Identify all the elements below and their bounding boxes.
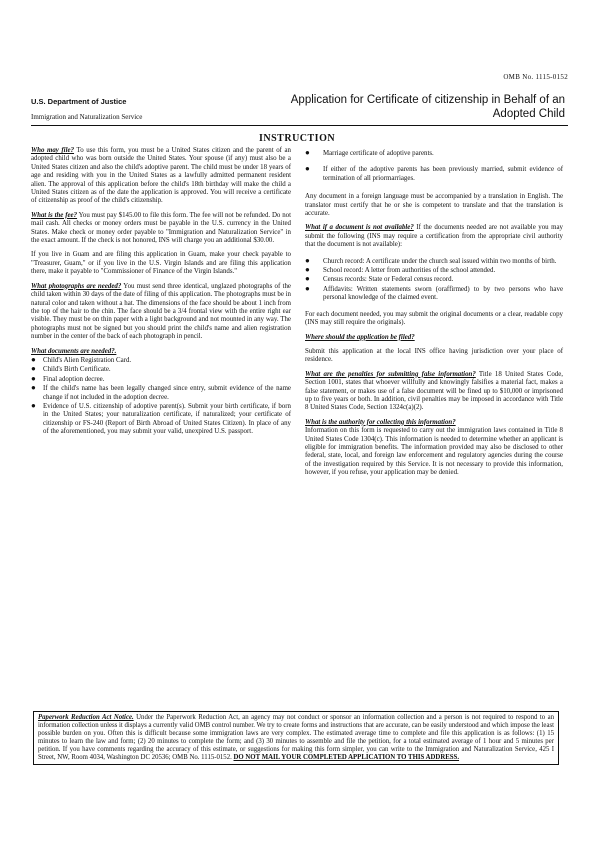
not-available-heading: What if a document is not available? (305, 224, 414, 232)
where-to-file-text: Submit this application at the local INS office having jurisdiction over your place of residence. (305, 347, 563, 364)
authority-heading-text: What is the authority for collecting this information? (305, 418, 456, 426)
who-may-file-section (31, 147, 291, 206)
foreign-language-paragraph: Any document in a foreign language must be accompanied by a translation in English. The translator must certify that he or she is competent to translate and that the translation is accurate. (305, 193, 563, 218)
guam-paragraph: If you live in Guam and are filing this application in Guam, make your check payable to "Treasurer, Guam," or if you live in the U.S. Virgin Islands and are filing this application there, make it payable to "Commissioner of Finance of the Virgin Islands." (31, 251, 291, 276)
not-available-text: If the documents needed are not available you may submit the following (INS may require a certification from the appropriate civil authority that the document is not available): (305, 224, 563, 249)
header-divider (31, 125, 568, 126)
penalties-text: Title 18 United States Code, Section 1001, states that whoever willfully and knowingly falsifies a material fact, makes a false statement, or makes use of a false document will be fined up to $10,000 or imprisoned up to five years or both. In addition, civil penalties may be imposed in accordance with Title 8 United States Code, Section 1324c(a)(2). (305, 370, 563, 412)
pra-text: Under the Paperwork Reduction Act, an agency may not conduct or sponsor an information collection and a person is not required to respond to an information collection unless it displays a currently valid OMB control number. We try to create forms and instructions that are accurate, can be easily understood and which impose the least possible burden on you. Often this is difficult because some immigration laws are very complex. The estimated average time to complete and file this application is as follows: (1) 15 minutes to learn the law and form; (2) 20 minutes to complete the form; and (3) 30 minutes to assemble and file the petition, for a total estimated average of 1 hour and 5 minutes per petition. If you have comments regarding the accuracy of this estimate, or suggestions for making this form simpler, you can write to the Immigration and Naturalization Service, 425 I Street, NW, Room 4034, Washington DC 20536; OMB No. 1115-0152. (38, 714, 554, 761)
penalties-heading: What are the penalties for submitting false information? (305, 370, 476, 378)
authority-heading (305, 419, 563, 427)
fee-heading: What is the fee? (31, 211, 78, 219)
list-item: ● Marriage certificate of adoptive parents. (305, 150, 563, 158)
documents-heading: What documents are needed?. (31, 347, 117, 355)
list-item: ● If the child's name has been legally changed since entry, submit evidence of the name change if not included in the adoption decree. (31, 385, 291, 402)
copies-paragraph: For each document needed, you may submit the original documents or a clear, readable copy (INS may still require the originals). (305, 310, 563, 327)
list-item: ● Church record: A certificate under the church seal issued within two months of birth. (305, 258, 563, 266)
authority-text: Information on this form is requested to carry out the immigration laws contained in Title 8 United States Code 1304(c). This information is needed to determine whether an applicant is eligible for immigration benefits. The information provided may also be disclosed to other federal, state, local, and foreign law enforcement and regulatory agencies during the course of the investigation required by this Service. It is not necessary to provide this information, however, if you refuse, your application may be denied. (305, 427, 563, 477)
list-item: ● Evidence of U.S. citizenship of adoptive parent(s). Submit your birth certificate, if born in the United States; your naturalization certificate, if naturalized; your certificate of citizenship or FS-240 (Report of Birth Abroad of United States Citizen). In place of any of the aforementioned, you may submit your valid, unexpired U.S. passport. (31, 403, 291, 437)
not-available-section (305, 224, 563, 249)
department-name: U.S. Department of Justice (31, 97, 127, 106)
left-column (31, 147, 291, 443)
instruction-heading: INSTRUCTION (259, 133, 336, 144)
pra-title: Paperwork Reduction Act Notice. (38, 714, 134, 721)
penalties-section (305, 371, 563, 413)
list-item: ● Final adoption decree. (31, 376, 291, 384)
list-item: ● If either of the adoptive parents has been previously married, submit evidence of termination of all priormarriages. (305, 166, 563, 183)
where-to-file-heading-text: Where should the application be filed? (305, 333, 415, 341)
who-may-file-heading: Who may file? (31, 147, 75, 154)
right-column (305, 150, 563, 484)
pra-warning: DO NOT MAIL YOUR COMPLETED APPLICATION TO THIS ADDRESS. (233, 754, 460, 761)
paperwork-reduction-notice (33, 711, 559, 765)
who-may-file-text: To use this form, you must be a United States citizen and the parent of an adopted child who was born outside the United States. Your spouse (if any) must also be a United States citizen and also the child's adoptive parent. The child must be under 18 years of age and residing with you in the United States as a lawfully admitted permanent resident alien. The approval of this application before the child's 18th birthday will make the child a United States citizen as of the date the application is approved. You will receive a certificate of citizenship as proof of the child's citizenship. (31, 147, 292, 205)
where-to-file-heading (305, 334, 563, 342)
agency-name: Immigration and Naturalization Service (31, 113, 143, 121)
documents-list-continued (305, 150, 563, 183)
documents-list (31, 357, 291, 437)
fee-text: You must pay $145.00 to file this form. The fee will not be refunded. Do not mail cash. All checks or money orders must be payable in the U.S. currency in the United States. Make check or money order payable to "Immigration and Naturalization Service" in the exact amount. If the check is not honored, INS will charge you an additional $30.00. (31, 211, 292, 245)
alternative-documents-list (305, 258, 563, 303)
fee-section (31, 212, 291, 246)
list-item: ● Affidavits: Written statements sworn (oraffirmed) to by two persons who have personal knowledge of the claimed event. (305, 286, 563, 303)
photographs-section (31, 283, 291, 342)
documents-section (31, 348, 291, 356)
photographs-text: You must send three identical, unglazed photographs of the child taken within 30 days of the date of filing of this application. The photographs must be in natural color and taken without a hat. The dimensions of the face should be about 1 inch from the top of the hair to the chin. The face should be a 3/4 frontal view with the entire right ear visible. They must be on thin paper with a light background and not mounted in any way. The photographs must not be signed but you should print the child's name and alien registration number in the center of the back of each photograph in pencil. (31, 282, 291, 341)
photographs-heading: What photographs are needed? (31, 282, 122, 290)
form-title: Application for Certificate of citizenship in Behalf of an Adopted Child (290, 94, 565, 120)
omb-number: OMB No. 1115-0152 (503, 73, 568, 81)
list-item: ● Child's Alien Registration Card. (31, 357, 291, 365)
list-item: ● School record: A letter from authorities of the school attended. (305, 267, 563, 275)
list-item: ● Child's Birth Certificate. (31, 366, 291, 374)
list-item: ● Census records: State or Federal census record. (305, 276, 563, 284)
